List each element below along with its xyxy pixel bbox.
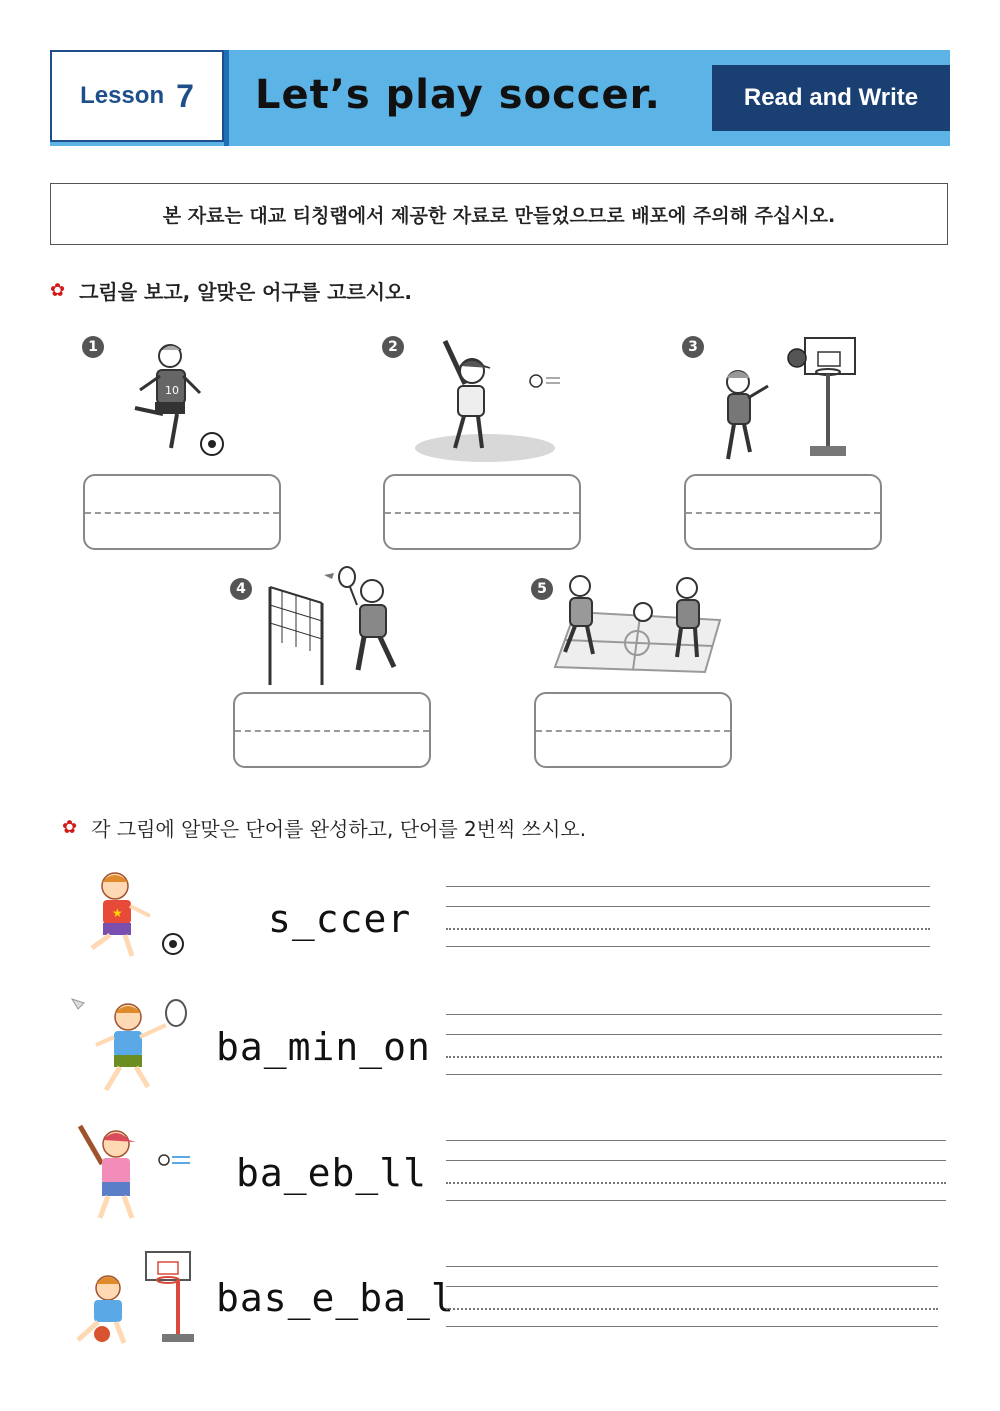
badminton-boy-icon bbox=[68, 995, 198, 1095]
lesson-number: 7 bbox=[176, 77, 194, 114]
answer-box-1[interactable] bbox=[83, 474, 281, 550]
girl-shooting-basketball-icon bbox=[710, 334, 870, 469]
flower-icon: ✿ bbox=[50, 280, 66, 301]
writing-lines-1[interactable] bbox=[446, 886, 930, 948]
boy-playing-badminton-icon bbox=[262, 565, 412, 690]
section1-instruction bbox=[50, 276, 412, 305]
word-basketball: bas_e_ba_l bbox=[216, 1276, 455, 1320]
read-and-write-badge bbox=[712, 65, 950, 131]
item-number-5: 5 bbox=[531, 578, 553, 600]
section2-instruction-text: 각 그림에 알맞은 단어를 완성하고, 단어를 2번씩 쓰시오. bbox=[91, 817, 587, 841]
baseball-girl-icon bbox=[72, 1122, 197, 1222]
svg-text:10: 10 bbox=[165, 384, 179, 397]
answer-box-5[interactable] bbox=[534, 692, 732, 768]
copyright-notice: 본 자료는 대교 티칭랩에서 제공한 자료로 만들었으므로 배포에 주의해 주십시오. bbox=[50, 183, 948, 245]
answer-box-4[interactable] bbox=[233, 692, 431, 768]
kids-playing-dodgeball-icon bbox=[545, 572, 725, 677]
writing-lines-4[interactable] bbox=[446, 1266, 938, 1328]
girl-kicking-soccer-ball-icon bbox=[115, 338, 245, 463]
boy-batting-baseball-icon bbox=[410, 336, 570, 466]
item-number-3: 3 bbox=[682, 336, 704, 358]
badge-label: Read and Write bbox=[743, 84, 919, 111]
basketball-boy-icon bbox=[68, 1248, 198, 1348]
writing-lines-2[interactable] bbox=[446, 1014, 942, 1076]
svg-text:★: ★ bbox=[112, 906, 123, 920]
lesson-label: Lesson bbox=[80, 82, 165, 109]
word-soccer: s_ccer bbox=[268, 897, 412, 941]
item-number-2: 2 bbox=[382, 336, 404, 358]
item-number-4: 4 bbox=[230, 578, 252, 600]
page-title: Let’s play soccer. bbox=[255, 72, 661, 118]
header-divider bbox=[224, 50, 229, 146]
writing-lines-3[interactable] bbox=[446, 1140, 946, 1202]
flower-icon: ✿ bbox=[62, 817, 78, 838]
section2-instruction bbox=[62, 813, 586, 842]
item-number-1: 1 bbox=[82, 336, 104, 358]
answer-box-3[interactable] bbox=[684, 474, 882, 550]
answer-box-2[interactable] bbox=[383, 474, 581, 550]
lesson-box bbox=[50, 50, 224, 142]
word-badminton: ba_min_on bbox=[216, 1025, 431, 1069]
word-baseball: ba_eb_ll bbox=[236, 1151, 428, 1195]
soccer-girl-icon bbox=[70, 868, 195, 963]
section1-instruction-text: 그림을 보고, 알맞은 어구를 고르시오. bbox=[79, 280, 412, 304]
lesson-header bbox=[50, 50, 950, 146]
